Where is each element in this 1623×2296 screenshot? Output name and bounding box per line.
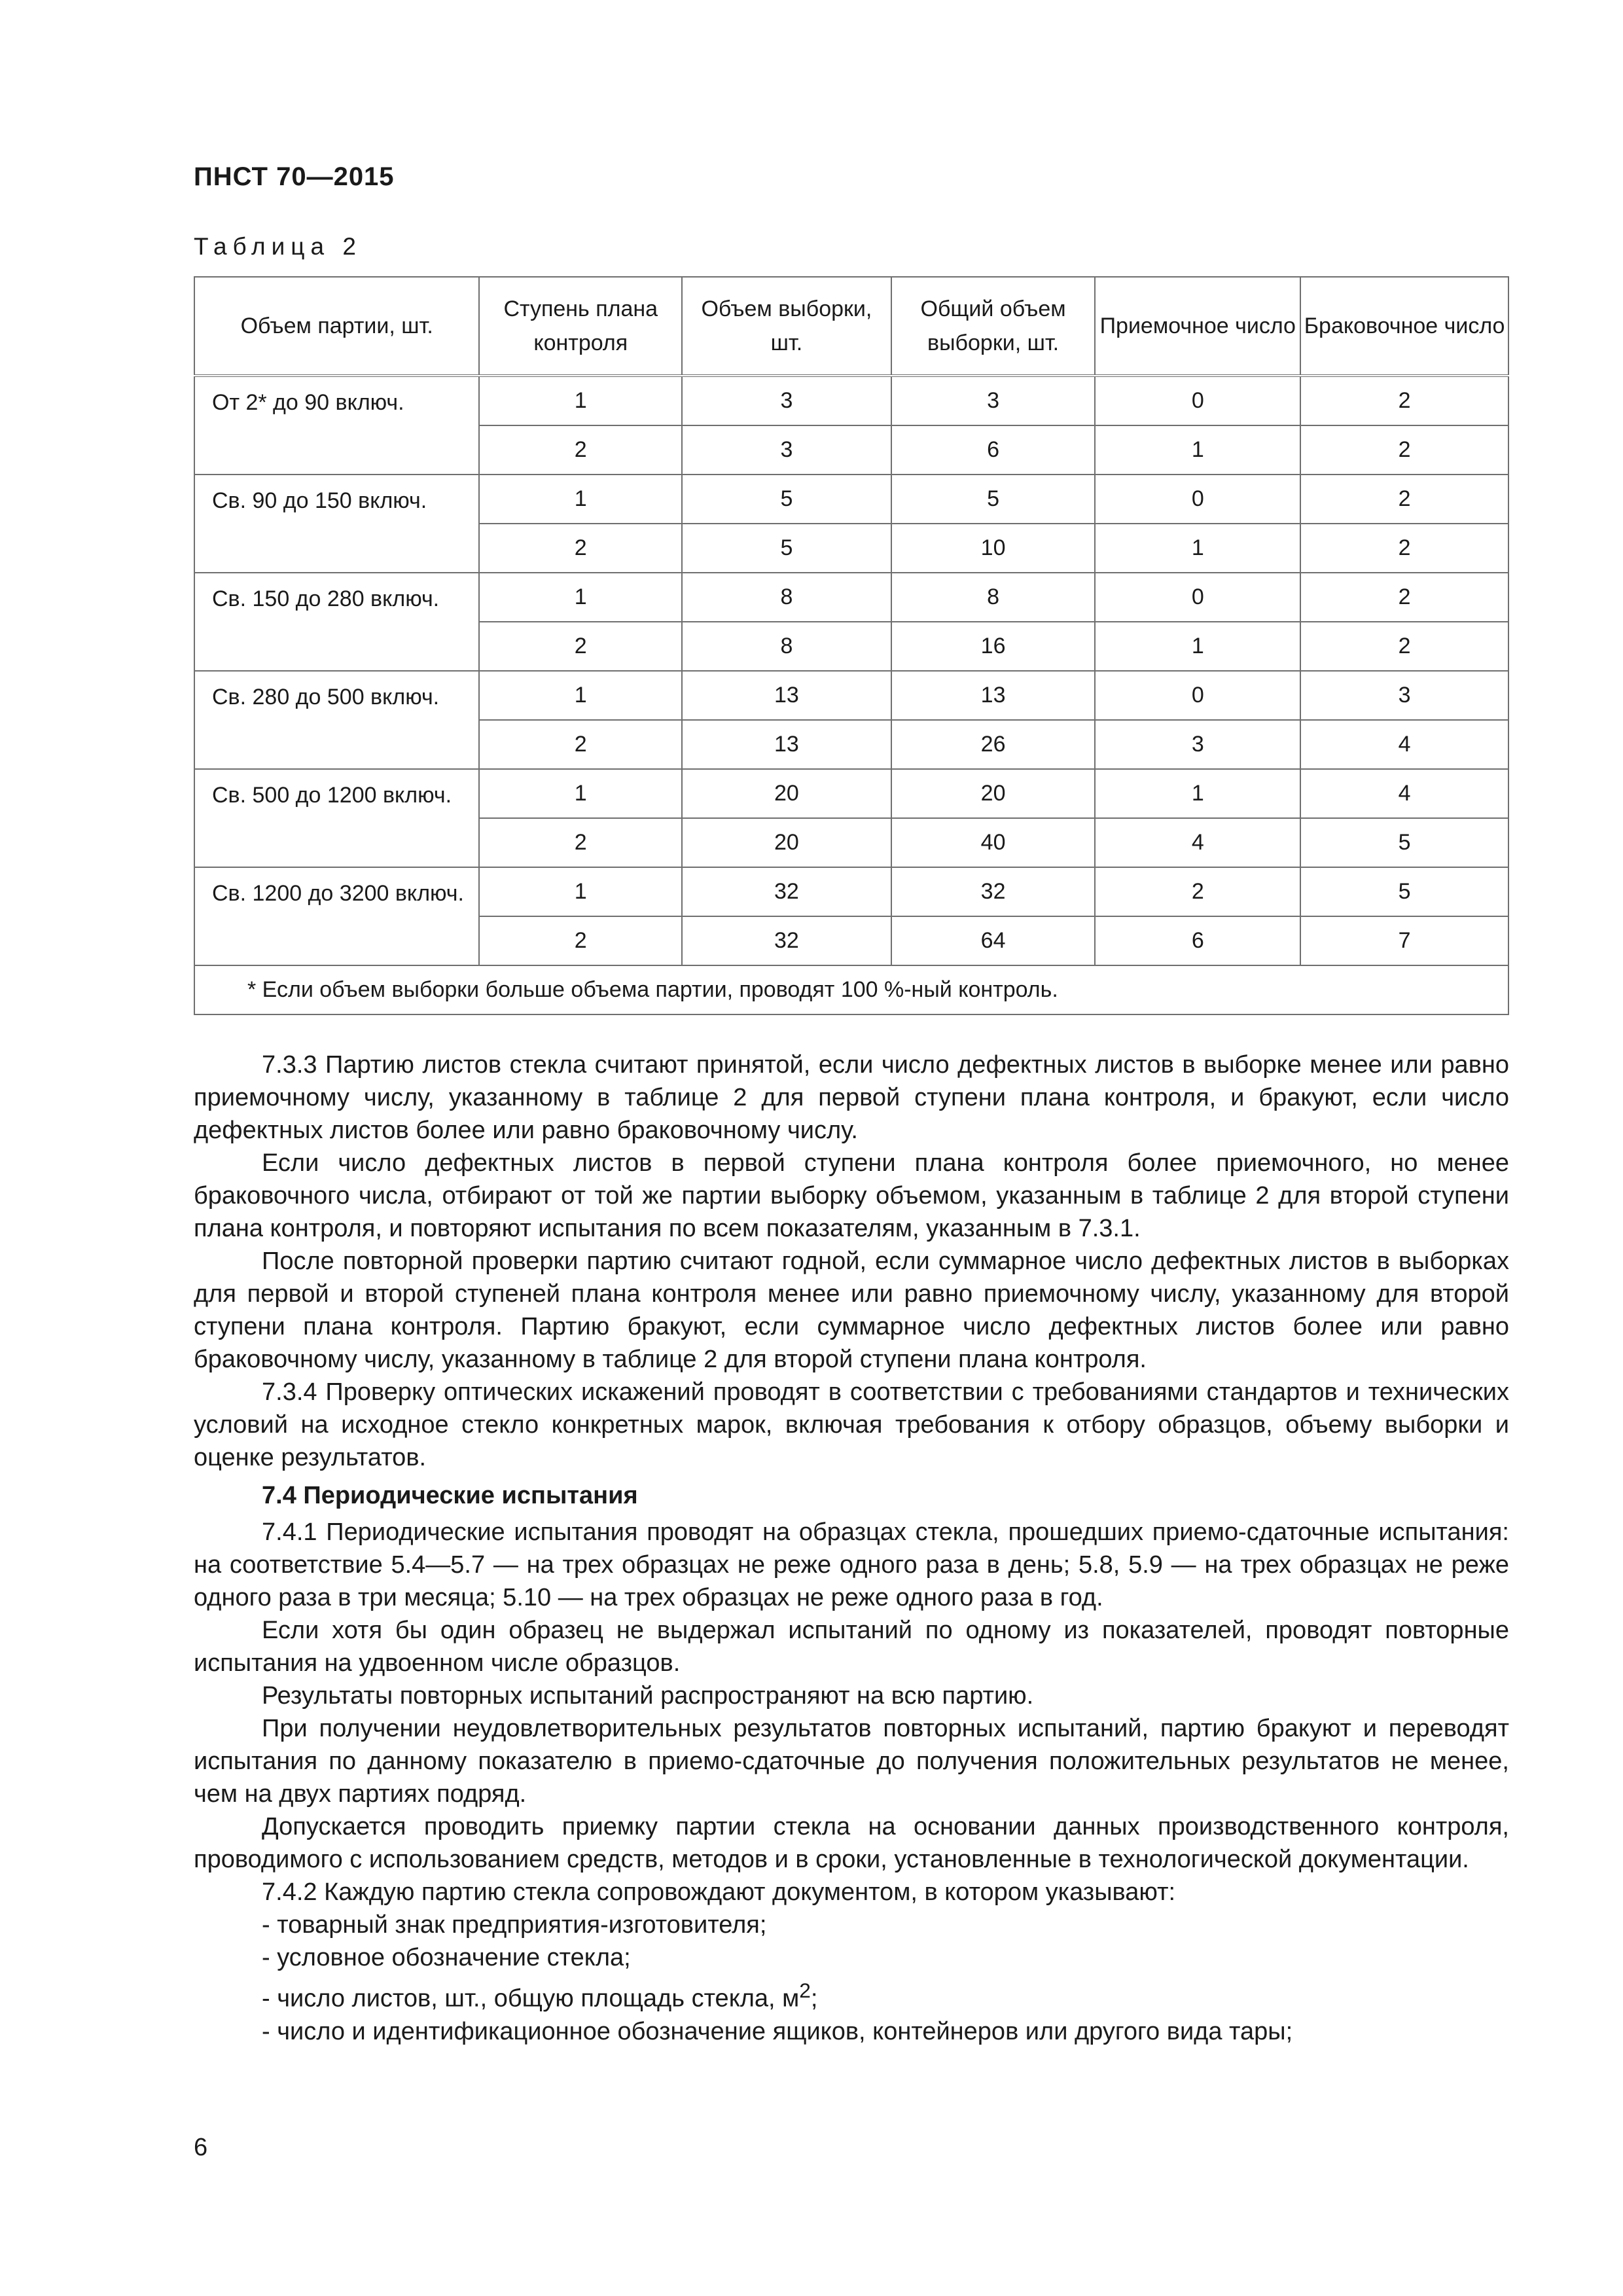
header-sample-size: Объем выборки, шт. [682, 277, 891, 376]
table-cell: 20 [891, 769, 1096, 818]
table-cell: 20 [682, 769, 891, 818]
list-item: - число и идентификационное обозначение ящиков, контейнеров или другого вида тары; [262, 2017, 1293, 2045]
table-cell: 3 [1095, 720, 1300, 769]
table-cell: 2 [1300, 425, 1508, 475]
table-cell: 4 [1300, 769, 1508, 818]
body-text [194, 1049, 1509, 2048]
table-cell: 13 [891, 671, 1096, 720]
table-cell: 1 [479, 475, 682, 524]
paragraph: При получении неудовлетворительных результатов повторных испытаний, партию бракуют и переводят испытания по данному показателю в приемо-сдаточные до получения положительных результатов не менее, чем на двух партиях подряд. [194, 1715, 1509, 1808]
section-heading-7-4: 7.4 Периодические испытания [262, 1482, 638, 1509]
table-cell: 8 [682, 573, 891, 622]
sampling-plan-table [194, 276, 1509, 1015]
table-cell: 2 [479, 622, 682, 671]
table-cell: 2 [1300, 573, 1508, 622]
paragraph: Результаты повторных испытаний распространяют на всю партию. [262, 1682, 1034, 1710]
table-cell: 1 [1095, 622, 1300, 671]
table-cell: 20 [682, 818, 891, 867]
table-cell: 1 [479, 573, 682, 622]
table-cell: 2 [479, 916, 682, 965]
table-cell: 26 [891, 720, 1096, 769]
table-cell: 0 [1095, 475, 1300, 524]
table-row [194, 769, 1508, 818]
table-cell: 3 [682, 425, 891, 475]
table-cell: 1 [1095, 425, 1300, 475]
table-cell: 0 [1095, 671, 1300, 720]
table-header-row [194, 277, 1508, 376]
table-cell: 3 [891, 376, 1096, 425]
header-lot-size: Объем партии, шт. [194, 277, 479, 376]
document-header: ПНСТ 70—2015 [194, 162, 395, 191]
table-cell: 1 [1095, 524, 1300, 573]
table-row [194, 475, 1508, 524]
table-cell: 13 [682, 720, 891, 769]
list-item [194, 1974, 1509, 2015]
table-footnote: * Если объем выборки больше объема партии, проводят 100 %-ный контроль. [194, 965, 1508, 1014]
table-cell: 64 [891, 916, 1096, 965]
table-caption: Таблица 2 [194, 233, 362, 260]
lot-size-cell: Св. 280 до 500 включ. [194, 671, 479, 769]
table-cell: 2 [479, 720, 682, 769]
table-row [194, 867, 1508, 916]
table-cell: 1 [479, 769, 682, 818]
table-cell: 32 [682, 916, 891, 965]
table-cell: 6 [891, 425, 1096, 475]
table-cell: 8 [682, 622, 891, 671]
table-cell: 16 [891, 622, 1096, 671]
table-cell: 5 [1300, 818, 1508, 867]
header-reject-number: Браковочное число [1300, 277, 1508, 376]
superscript: 2 [799, 1979, 811, 2002]
page-number: 6 [194, 2134, 208, 2161]
table-cell: 10 [891, 524, 1096, 573]
table-cell: 13 [682, 671, 891, 720]
table-cell: 3 [1300, 671, 1508, 720]
table-cell: 2 [479, 425, 682, 475]
lot-size-cell: Св. 500 до 1200 включ. [194, 769, 479, 867]
table-row [194, 671, 1508, 720]
table-cell: 2 [479, 524, 682, 573]
table-row [194, 573, 1508, 622]
table-cell: 4 [1095, 818, 1300, 867]
table-cell: 1 [479, 376, 682, 425]
paragraph-7-4-2: 7.4.2 Каждую партию стекла сопровождают документом, в котором указывают: [262, 1878, 1176, 1906]
table-cell: 7 [1300, 916, 1508, 965]
paragraph: Если хотя бы один образец не выдержал испытаний по одному из показателей, проводят повторные испытания на удвоенном числе образцов. [194, 1617, 1509, 1677]
header-total-sample: Общий объем выборки, шт. [891, 277, 1096, 376]
paragraph: Допускается проводить приемку партии стекла на основании данных производственного контроля, проводимого с использованием средств, методов и в сроки, установленные в технологической документации. [194, 1813, 1509, 1873]
table-cell: 8 [891, 573, 1096, 622]
lot-size-cell: Св. 1200 до 3200 включ. [194, 867, 479, 965]
paragraph-7-4-1: 7.4.1 Периодические испытания проводят на образцах стекла, прошедших приемо-сдаточные испытания: на соответствие 5.4—5.7 — на трех образцах не реже одного раза в день; 5.8, 5.9 — на трех образцах не реже одного раза в три месяца; 5.10 — на трех образцах не реже одного раза в год. [194, 1518, 1509, 1611]
paragraph-7-3-4: 7.3.4 Проверку оптических искажений проводят в соответствии с требованиями стандартов и технических условий на исходное стекло конкретных марок, включая требования к отбору образцов, объему выборки и оценке результатов. [194, 1378, 1509, 1471]
table-cell: 5 [682, 475, 891, 524]
table-cell: 5 [682, 524, 891, 573]
paragraph-7-3-3: 7.3.3 Партию листов стекла считают принятой, если число дефектных листов в выборке менее или равно приемочному числу, указанному в таблице 2 для первой ступени плана контроля, и бракуют, если число дефектных листов более или равно браковочному числу. [194, 1051, 1509, 1144]
table-cell: 5 [891, 475, 1096, 524]
table-cell: 40 [891, 818, 1096, 867]
table-cell: 4 [1300, 720, 1508, 769]
table-cell: 5 [1300, 867, 1508, 916]
table-cell: 2 [1300, 524, 1508, 573]
table-cell: 1 [1095, 769, 1300, 818]
table-cell: 2 [1300, 475, 1508, 524]
list-item: - товарный знак предприятия-изготовителя; [262, 1911, 767, 1939]
table-cell: 6 [1095, 916, 1300, 965]
table-cell: 2 [1300, 376, 1508, 425]
table-cell: 2 [1095, 867, 1300, 916]
table-cell: 1 [479, 867, 682, 916]
table-cell: 0 [1095, 573, 1300, 622]
table-cell: 1 [479, 671, 682, 720]
list-item-text: ; [810, 1984, 818, 2013]
table-cell: 2 [479, 818, 682, 867]
paragraph: Если число дефектных листов в первой ступени плана контроля более приемочного, но менее браковочного числа, отбирают от той же партии выборку объемом, указанным в таблице 2 для второй ступени плана контроля, и повторяют испытания по всем показателям, указанным в 7.3.1. [194, 1149, 1509, 1242]
table-cell: 0 [1095, 376, 1300, 425]
table-cell: 2 [1300, 622, 1508, 671]
paragraph: После повторной проверки партию считают годной, если суммарное число дефектных листов в выборках для первой и второй ступеней плана контроля менее или равно приемочному числу, указанному для второй ступени плана контроля. Партию бракуют, если суммарное число дефектных листов более или равно браковочному числу, указанному в таблице 2 для второй ступени плана контроля. [194, 1247, 1509, 1373]
lot-size-cell: От 2* до 90 включ. [194, 376, 479, 475]
table-cell: 32 [682, 867, 891, 916]
list-item: - условное обозначение стекла; [262, 1944, 631, 1971]
lot-size-cell: Св. 90 до 150 включ. [194, 475, 479, 573]
table-row [194, 376, 1508, 425]
lot-size-cell: Св. 150 до 280 включ. [194, 573, 479, 671]
table-cell: 3 [682, 376, 891, 425]
header-accept-number: Приемочное число [1095, 277, 1300, 376]
table-cell: 32 [891, 867, 1096, 916]
table-footnote-row [194, 965, 1508, 1014]
list-item-text: - число листов, шт., общую площадь стекла, м [262, 1984, 800, 2013]
header-plan-stage: Ступень плана контроля [479, 277, 682, 376]
